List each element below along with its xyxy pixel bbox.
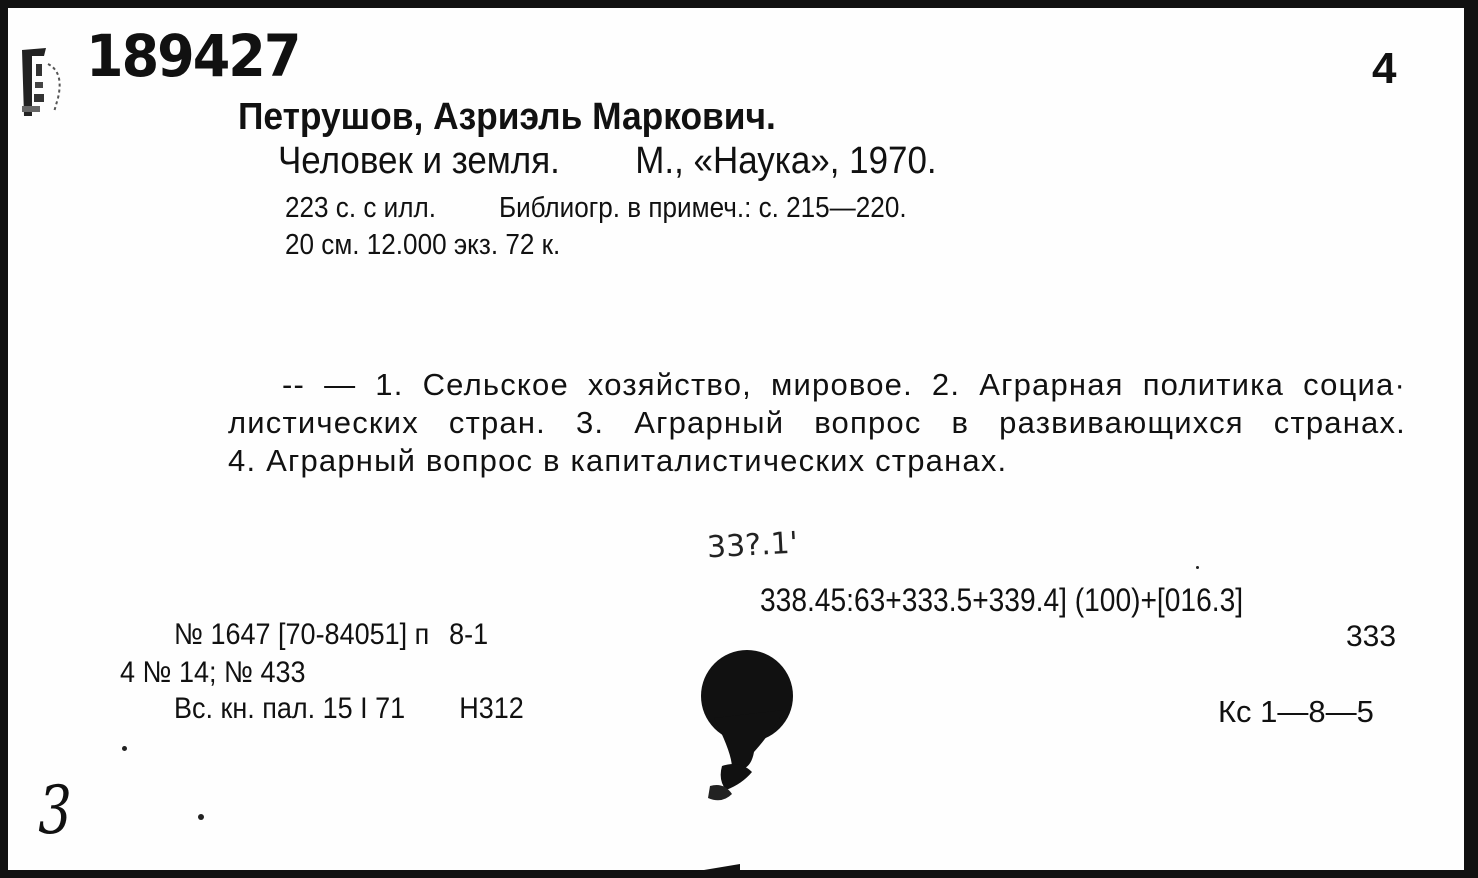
title-line [278,140,937,183]
card-number: 4 [1372,44,1397,93]
library-stamp [18,42,74,120]
order-text: № 1647 [70-84051] п [174,618,430,651]
class-code: 333 [1346,620,1397,653]
kc-code: Кс 1—8—5 [1218,694,1374,729]
handwritten-inventory-number: 189427 [86,22,300,91]
ink-speck [1196,566,1199,569]
chamber-code: Н312 [459,692,524,725]
format-line: 20 см. 12.000 экз. 72 к. [285,229,561,261]
ink-speck [122,746,127,751]
physical-description [285,192,907,225]
pages: 223 с. с илл. [285,192,436,224]
book-chamber-line [174,692,524,726]
subject-line: -- — 1. Сельское хозяйство, мировое. 2. Аграрная политика социа· [282,367,1406,402]
punch-hole [692,648,802,808]
bibliography-note: Библиогр. в примеч.: с. 215—220. [498,192,907,224]
order-suffix: 8-1 [449,618,489,651]
handwritten-digit: 3 [38,772,72,849]
author-heading: Петрушов, Азриэль Маркович. [238,96,776,138]
handwritten-udc: 33?.1' [706,525,799,566]
order-number [174,618,488,652]
classification-index: 338.45:63+333.5+339.4] (100)+[016.3] [760,582,1244,618]
book-title: Человек и земля. [278,140,560,182]
imprint: М., «Наука», 1970. [635,140,937,182]
ink-speck [198,814,204,820]
subject-line: 4. Аграрный вопрос в капиталистических странах. [228,443,1008,478]
subject-line: листических стран. 3. Аграрный вопрос в развивающихся странах. [228,405,1406,440]
subject-headings [228,366,1406,480]
chamber-text: Вс. кн. пал. 15 I 71 [174,692,406,725]
bottom-edge-mark [680,864,740,874]
issue-number: 4 № 14; № 433 [120,656,306,689]
